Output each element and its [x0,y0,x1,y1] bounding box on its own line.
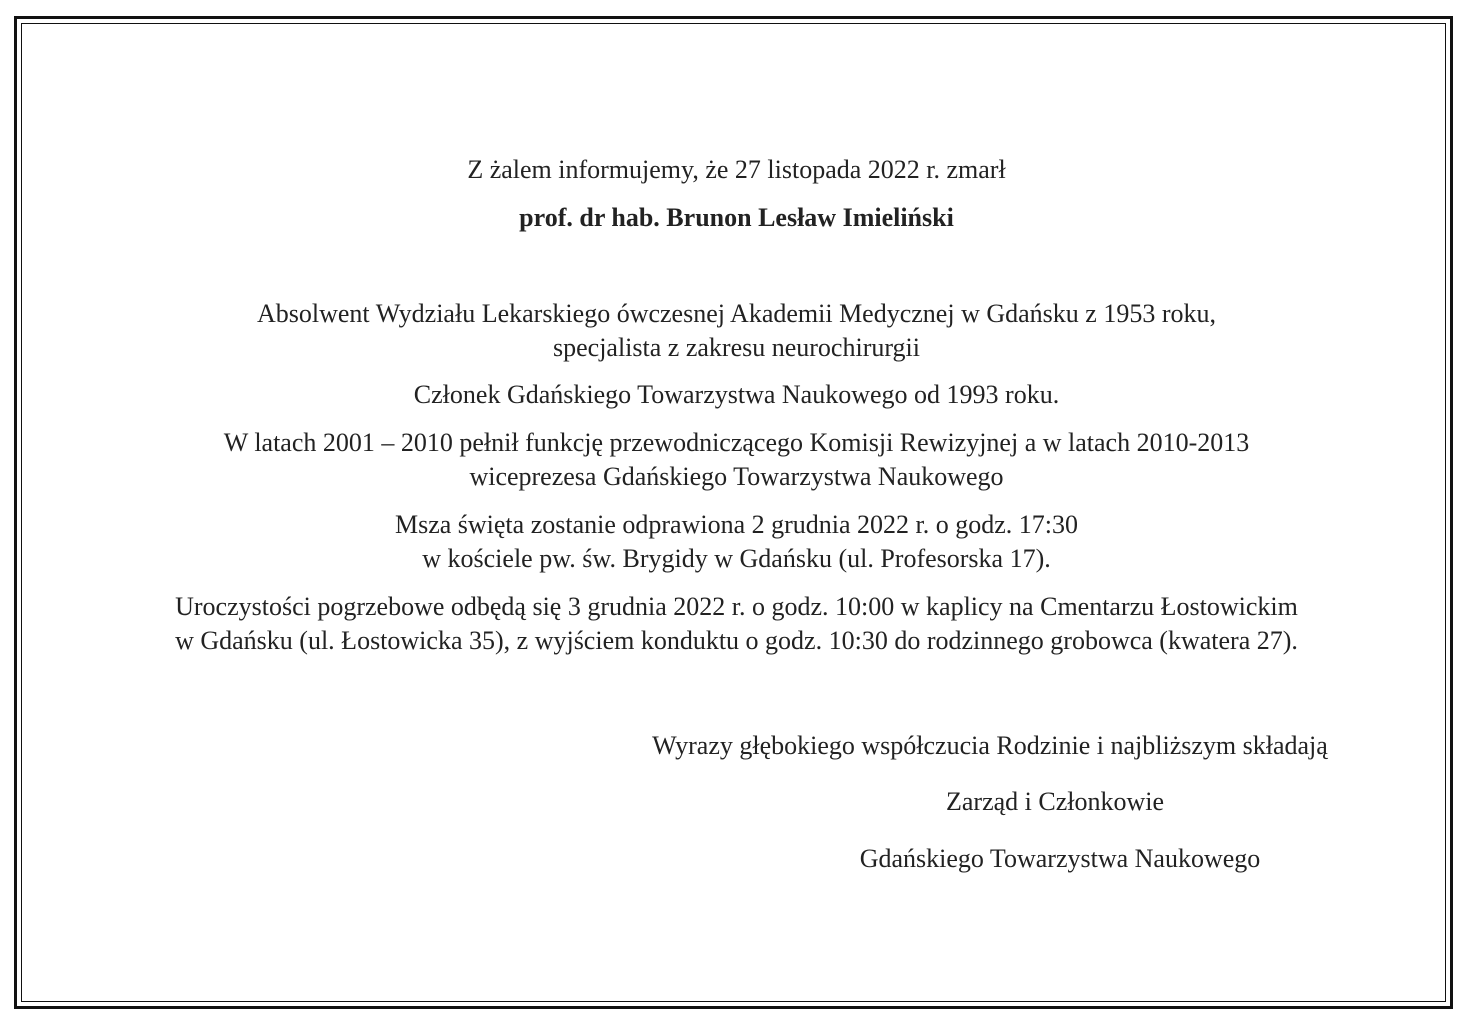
signatory-line-2: Gdańskiego Towarzystwa Naukowego [859,844,1261,873]
membership-text: Członek Gdańskiego Towarzystwa Naukowego od 1993 roku. [413,380,1060,409]
mass-line-2: w kościele pw. św. Brygidy w Gdańsku (ul. Profesorska 17). [422,544,1051,573]
intro-text: Z żalem informujemy, że 27 listopada 2022 r. zmarł [467,155,1006,184]
funeral-line-1: Uroczystości pogrzebowe odbędą się 3 grudnia 2022 r. o godz. 10:00 w kaplicy na Cmentarzu Łostowickim [175,592,1298,621]
mass-line-1: Msza święta zostanie odprawiona 2 grudnia 2022 r. o godz. 17:30 [394,510,1079,539]
functions-line-2: wiceprezesa Gdańskiego Towarzystwa Naukowego [469,462,1004,491]
functions-line-1: W latach 2001 – 2010 pełnił funkcję przewodniczącego Komisji Rewizyjnej a w latach 2010-2013 [223,428,1250,457]
funeral-line-2: w Gdańsku (ul. Łostowicka 35), z wyjściem konduktu o godz. 10:30 do rodzinnego grobowca (kwatera 27). [175,626,1298,655]
bio-line-2: specjalista z zakresu neurochirurgii [553,333,920,362]
signatory-line-1: Zarząd i Członkowie [945,787,1165,816]
condolences-text: Wyrazy głębokiego współczucia Rodzinie i najbliższym składają [652,731,1328,760]
deceased-name: prof. dr hab. Brunon Lesław Imieliński [519,203,954,232]
bio-line-1: Absolwent Wydziału Lekarskiego ówczesnej Akademii Medycznej w Gdańsku z 1953 roku, [257,299,1216,328]
